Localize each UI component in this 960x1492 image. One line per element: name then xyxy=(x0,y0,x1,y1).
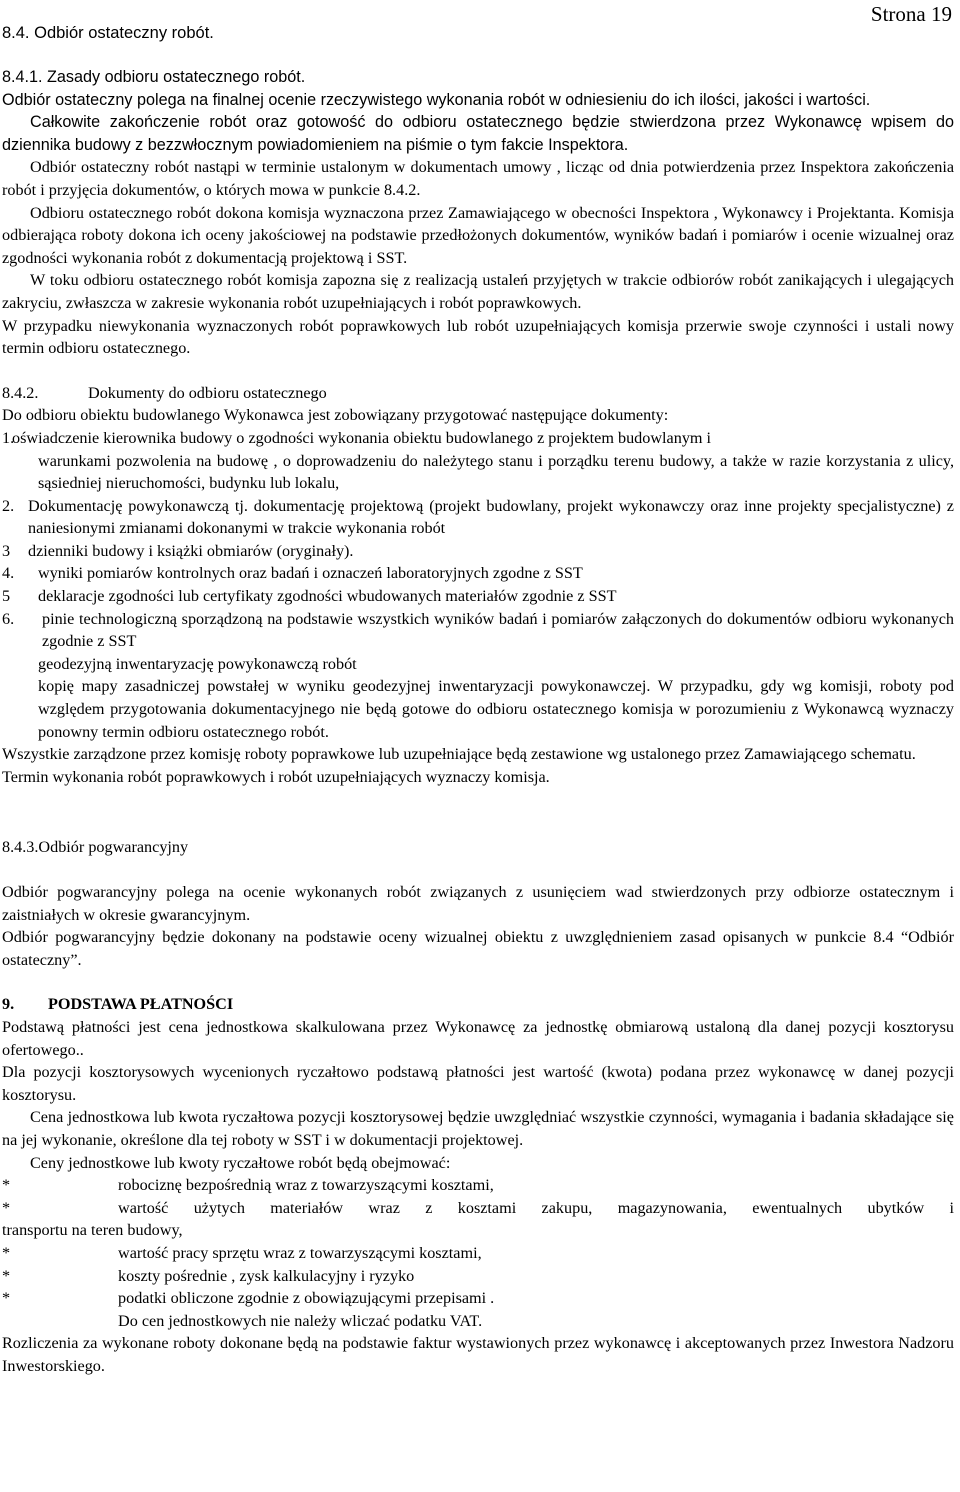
bullet-text: robociznę bezpośrednią wraz z towarzyszącymi kosztami, xyxy=(118,1176,494,1195)
list-text: wyniki pomiarów kontrolnych oraz badań i oznaczeń laboratoryjnych zgodne z SST xyxy=(38,564,583,583)
paragraph: Rozliczenia za wykonane roboty dokonane będą na podstawie faktur wystawionych przez wykonawcę i akceptowanych przez Inwestora Nadzoru Inwestorskiego. xyxy=(2,1334,954,1375)
list-extra-paragraph: kopię mapy zasadniczej powstałej w wyniku geodezyjnej inwentaryzacji powykonawczej. W przypadku, gdy wg komisji, roboty pod względem przygotowania dokumentacyjnego nie będą gotowe do odbioru ostatecznego komisja w porozumieniu z Wykonawcą wyznaczy ponowny termin odbioru ostatecznego robót. xyxy=(38,677,954,741)
bullet-text: wartość użytych materiałów wraz z kosztami zakupu, magazynowania, ewentualnych ubytków i xyxy=(118,1198,954,1217)
list-extra-line: geodezyjną inwentaryzację powykonawczą robót xyxy=(38,654,357,673)
list-item xyxy=(2,608,954,653)
vat-note: Do cen jednostkowych nie należy wliczać podatku VAT. xyxy=(118,1311,483,1330)
subsection-title-8-4-1: 8.4.1. Zasady odbioru ostatecznego robót. xyxy=(2,68,306,86)
document-body xyxy=(2,66,954,1377)
bullet-star: * xyxy=(2,1289,11,1308)
bullet-item xyxy=(2,1287,954,1310)
list-item xyxy=(2,495,954,540)
list-item xyxy=(2,427,954,450)
bullet-continuation: transportu na teren budowy, xyxy=(2,1221,183,1240)
list-number: 5 xyxy=(2,587,11,606)
paragraph: Podstawą płatności jest cena jednostkowa skalkulowana przez Wykonawcę za jednostkę obmiarową ustaloną dla danej pozycji kosztorysu ofertowego.. xyxy=(2,1017,954,1059)
subsection-number: 8.4.2. xyxy=(2,383,39,402)
list-text: dzienniki budowy i książki obmiarów (oryginały). xyxy=(28,541,354,560)
paragraph: Odbiór ostateczny robót nastąpi w terminie ustalonym w dokumentach umowy , licząc od dnia potwierdzenia przez Inspektora zakończenia robót i przyjęcia dokumentów, o których mowa w punkcie 8.4.2. xyxy=(2,158,954,199)
subsection-title-text: Dokumenty do odbioru ostatecznego xyxy=(88,383,327,402)
paragraph: Odbiór pogwarancyjny polega na ocenie wykonanych robót związanych z usunięciem wad stwierdzonych przy odbiorze ostatecznym i zaistniałych w okresie gwarancyjnym. xyxy=(2,883,954,924)
list-text: deklaracje zgodności lub certyfikaty zgodności wbudowanych materiałów zgodnie z SST xyxy=(38,587,617,606)
paragraph: Ceny jednostkowe lub kwoty ryczałtowe robót będą obejmować: xyxy=(30,1153,451,1172)
list-number: 1. xyxy=(2,428,15,447)
list-number: 6. xyxy=(2,609,15,628)
list-item-continuation: warunkami pozwolenia na budowę , o doprowadzeniu do należytego stanu i porządku terenu budowy, a także w razie korzystania z ulicy, sąsiedniej nieruchomości, budynku lub lokalu, xyxy=(38,451,954,493)
list-item xyxy=(2,585,954,608)
paragraph: Całkowite zakończenie robót oraz gotowość do odbioru ostatecznego będzie stwierdzona przez Wykonawcę wpisem do dziennika budowy z bezzwłocznym powiadomieniem na piśmie o tym fakcie Inspektora. xyxy=(2,113,954,154)
list-item xyxy=(2,562,954,585)
page-number: Strona 19 xyxy=(870,2,952,26)
bullet-star: * xyxy=(2,1176,11,1195)
paragraph: Odbiór pogwarancyjny będzie dokonany na podstawie oceny wizualnej obiektu z uwzględnieniem zasad opisanych w punkcie 8.4 “Odbiór ostateczny”. xyxy=(2,928,954,969)
bullet-item xyxy=(2,1242,954,1265)
list-number: 4. xyxy=(2,564,15,583)
subsection-title-8-4-2 xyxy=(2,382,954,405)
section-heading-8-4: 8.4. Odbiór ostateczny robót. xyxy=(2,24,214,42)
paragraph: Do odbioru obiektu budowlanego Wykonawca jest zobowiązany przygotować następujące dokumenty: xyxy=(2,406,669,425)
list-text: Dokumentację powykonawczą tj. dokumentację projektową (projekt budowlany, projekt wykonawczy oraz inne projekty specjalistyczne) z naniesionymi zmianami dokonanymi w trakcie wykonania robót xyxy=(28,496,954,538)
list-number: 2. xyxy=(2,496,15,515)
section-heading-9 xyxy=(2,993,954,1016)
list-item xyxy=(2,540,954,563)
bullet-item xyxy=(2,1174,954,1197)
bullet-star: * xyxy=(2,1266,11,1285)
bullet-item xyxy=(2,1197,954,1242)
section-number: 9. xyxy=(2,995,15,1014)
paragraph: Termin wykonania robót poprawkowych i robót uzupełniających wyznaczy komisja. xyxy=(2,767,550,786)
bullet-star: * xyxy=(2,1243,11,1262)
paragraph: Wszystkie zarządzone przez komisję roboty poprawkowe lub uzupełniające będą zestawione wg ustalonego przez Zamawiającego schematu. xyxy=(2,745,916,764)
bullet-star: * xyxy=(2,1198,11,1217)
bullet-text: koszty pośrednie , zysk kalkulacyjny i ryzyko xyxy=(118,1266,415,1285)
paragraph: Odbioru ostatecznego robót dokona komisja wyznaczona przez Zamawiającego w obecności Inspektora , Wykonawcy i Projektanta. Komisja odbierająca roboty dokona ich oceny jakościowej na podstawie przedłożonych dokumentów, wyników badań i pomiarów i ocenie wizualnej oraz zgodności wykonania robót z dokumentacją projektową i SST. xyxy=(2,203,954,267)
paragraph: W toku odbioru ostatecznego robót komisja zapozna się z realizacją ustaleń przyjętych w trakcie odbiorów robót zanikających i ulegających zakryciu, zwłaszcza w zakresie wykonania robót uzupełniających i robót poprawkowych. xyxy=(2,271,954,312)
paragraph: Cena jednostkowa lub kwota ryczałtowa pozycji kosztorysowej będzie uwzględniać wszystkie czynności, wymagania i badania składające się na jej wykonanie, określone dla tej roboty w SST i w dokumentacji projektowej. xyxy=(2,1108,954,1149)
paragraph: Odbiór ostateczny polega na finalnej ocenie rzeczywistego wykonania robót w odniesieniu do ich ilości, jakości i wartości. xyxy=(2,90,871,109)
subsection-title-8-4-3: 8.4.3.Odbiór pogwarancyjny xyxy=(2,838,189,857)
paragraph: W przypadku niewykonania wyznaczonych robót poprawkowych lub robót uzupełniających komisja przerwie swoje czynności i ustali nowy termin odbioru ostatecznego. xyxy=(2,316,954,358)
list-text: pinie technologiczną sporządzoną na podstawie wszystkich wyników badań i pomiarów załączonych do dokumentów odbioru wykonanych zgodnie z SST xyxy=(42,609,954,651)
list-number: 3 xyxy=(2,541,11,560)
bullet-text: podatki obliczone zgodnie z obowiązującymi przepisami . xyxy=(118,1289,495,1308)
bullet-item xyxy=(2,1265,954,1288)
bullet-text: wartość pracy sprzętu wraz z towarzyszącymi kosztami, xyxy=(118,1243,482,1262)
section-title: PODSTAWA PŁATNOŚCI xyxy=(48,995,234,1014)
paragraph: Dla pozycji kosztorysowych wycenionych ryczałtowo podstawą płatności jest wartość (kwota) podana przez wykonawcę w danej pozycji kosztorysu. xyxy=(2,1063,954,1104)
list-text: oświadczenie kierownika budowy o zgodności wykonania obiektu budowlanego z projektem budowlanym i xyxy=(12,428,712,447)
